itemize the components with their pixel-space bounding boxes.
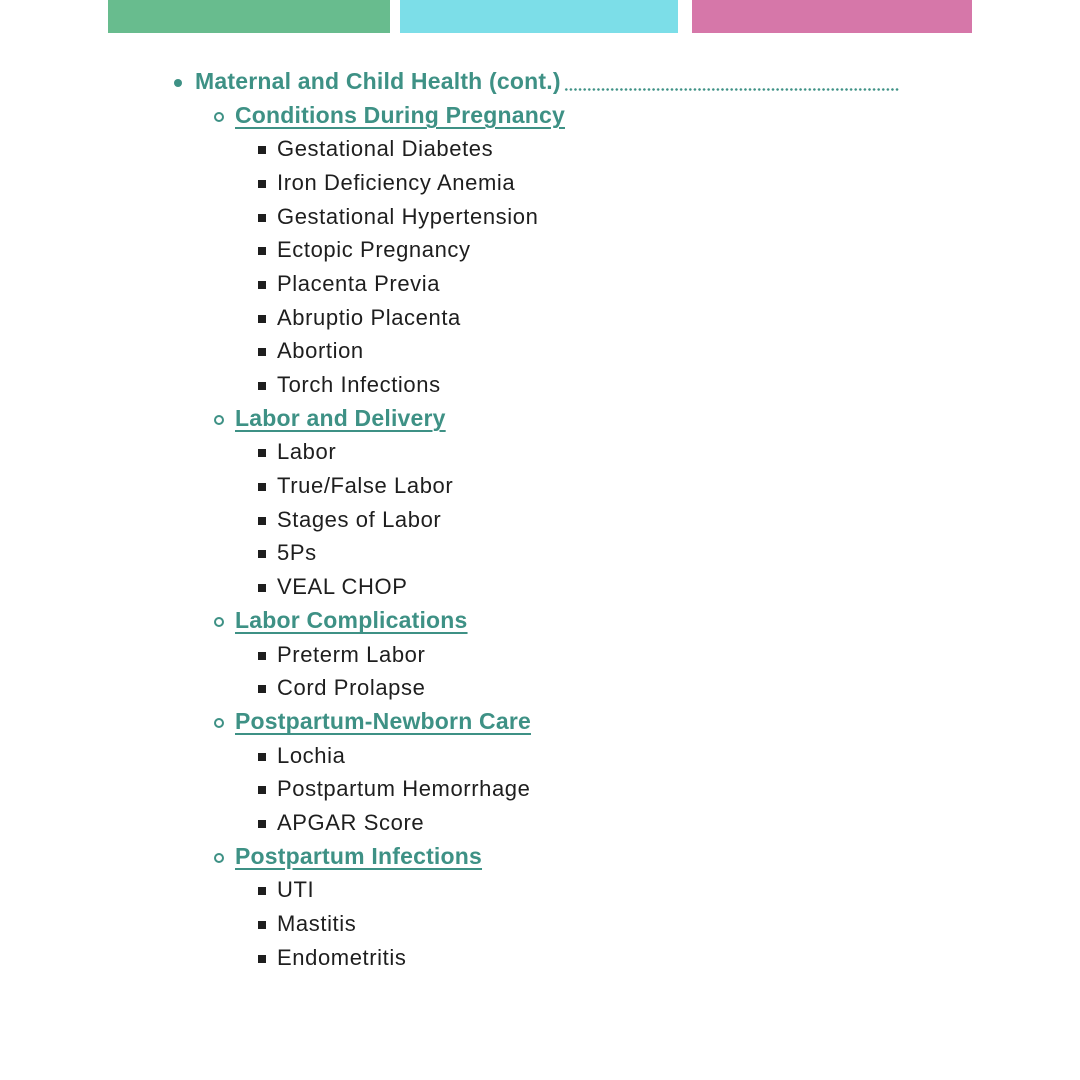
item-row (0, 772, 1080, 806)
toc-sections (0, 99, 1080, 975)
section-row (0, 99, 1080, 133)
item-row (0, 436, 1080, 470)
square-bullet-icon (258, 786, 266, 794)
square-bullet-icon (258, 517, 266, 525)
item-row (0, 570, 1080, 604)
item-label: Postpartum Hemorrhage (277, 776, 531, 802)
filled-circle-bullet-icon (174, 79, 182, 87)
item-label: Torch Infections (277, 372, 441, 398)
pink-bar (692, 0, 972, 33)
square-bullet-icon (258, 685, 266, 693)
hollow-circle-bullet-icon (214, 617, 224, 627)
item-row (0, 638, 1080, 672)
hollow-circle-bullet-icon (214, 112, 224, 122)
item-row (0, 739, 1080, 773)
item-row (0, 233, 1080, 267)
item-row (0, 941, 1080, 975)
cyan-bar (400, 0, 678, 33)
square-bullet-icon (258, 887, 266, 895)
item-row (0, 335, 1080, 369)
item-row (0, 301, 1080, 335)
square-bullet-icon (258, 584, 266, 592)
table-of-contents (0, 65, 1080, 975)
item-label: Ectopic Pregnancy (277, 237, 471, 263)
item-row (0, 166, 1080, 200)
section-link[interactable]: Conditions During Pregnancy (235, 102, 565, 129)
square-bullet-icon (258, 214, 266, 222)
green-bar (108, 0, 390, 33)
item-row (0, 368, 1080, 402)
item-label: Abortion (277, 338, 364, 364)
section-row (0, 705, 1080, 739)
item-label: Cord Prolapse (277, 675, 426, 701)
square-bullet-icon (258, 652, 266, 660)
item-label: UTI (277, 877, 315, 903)
square-bullet-icon (258, 247, 266, 255)
square-bullet-icon (258, 348, 266, 356)
item-label: Endometritis (277, 944, 407, 970)
item-label: APGAR Score (277, 809, 425, 835)
item-label: Placenta Previa (277, 270, 441, 296)
section-link[interactable]: Labor and Delivery (235, 405, 446, 432)
item-label: Abruptio Placenta (277, 304, 461, 330)
item-label: Labor (277, 439, 337, 465)
section-link[interactable]: Labor Complications (235, 607, 468, 634)
toc-title-row (0, 65, 1080, 99)
square-bullet-icon (258, 921, 266, 929)
section-link[interactable]: Postpartum Infections (235, 843, 483, 870)
hollow-circle-bullet-icon (214, 415, 224, 425)
section-row (0, 402, 1080, 436)
section-row (0, 604, 1080, 638)
item-row (0, 267, 1080, 301)
square-bullet-icon (258, 146, 266, 154)
toc-title-link[interactable]: Maternal and Child Health (cont.) (195, 68, 561, 95)
square-bullet-icon (258, 180, 266, 188)
square-bullet-icon (258, 382, 266, 390)
item-label: Gestational Diabetes (277, 136, 494, 162)
item-row (0, 469, 1080, 503)
item-label: Mastitis (277, 911, 357, 937)
section-row (0, 840, 1080, 874)
item-row (0, 874, 1080, 908)
item-row (0, 200, 1080, 234)
item-label: True/False Labor (277, 473, 454, 499)
dotted-leader (564, 88, 900, 91)
square-bullet-icon (258, 550, 266, 558)
item-row (0, 806, 1080, 840)
item-label: Gestational Hypertension (277, 203, 539, 229)
item-label: 5Ps (277, 540, 317, 566)
item-row (0, 537, 1080, 571)
item-label: VEAL CHOP (277, 574, 408, 600)
square-bullet-icon (258, 449, 266, 457)
hollow-circle-bullet-icon (214, 853, 224, 863)
square-bullet-icon (258, 820, 266, 828)
item-label: Stages of Labor (277, 506, 442, 532)
square-bullet-icon (258, 281, 266, 289)
item-row (0, 132, 1080, 166)
square-bullet-icon (258, 955, 266, 963)
section-link[interactable]: Postpartum-Newborn Care (235, 708, 531, 735)
item-row (0, 907, 1080, 941)
item-label: Iron Deficiency Anemia (277, 169, 516, 195)
item-label: Lochia (277, 742, 346, 768)
item-label: Preterm Labor (277, 641, 426, 667)
item-row (0, 503, 1080, 537)
square-bullet-icon (258, 315, 266, 323)
square-bullet-icon (258, 483, 266, 491)
hollow-circle-bullet-icon (214, 718, 224, 728)
square-bullet-icon (258, 753, 266, 761)
item-row (0, 671, 1080, 705)
